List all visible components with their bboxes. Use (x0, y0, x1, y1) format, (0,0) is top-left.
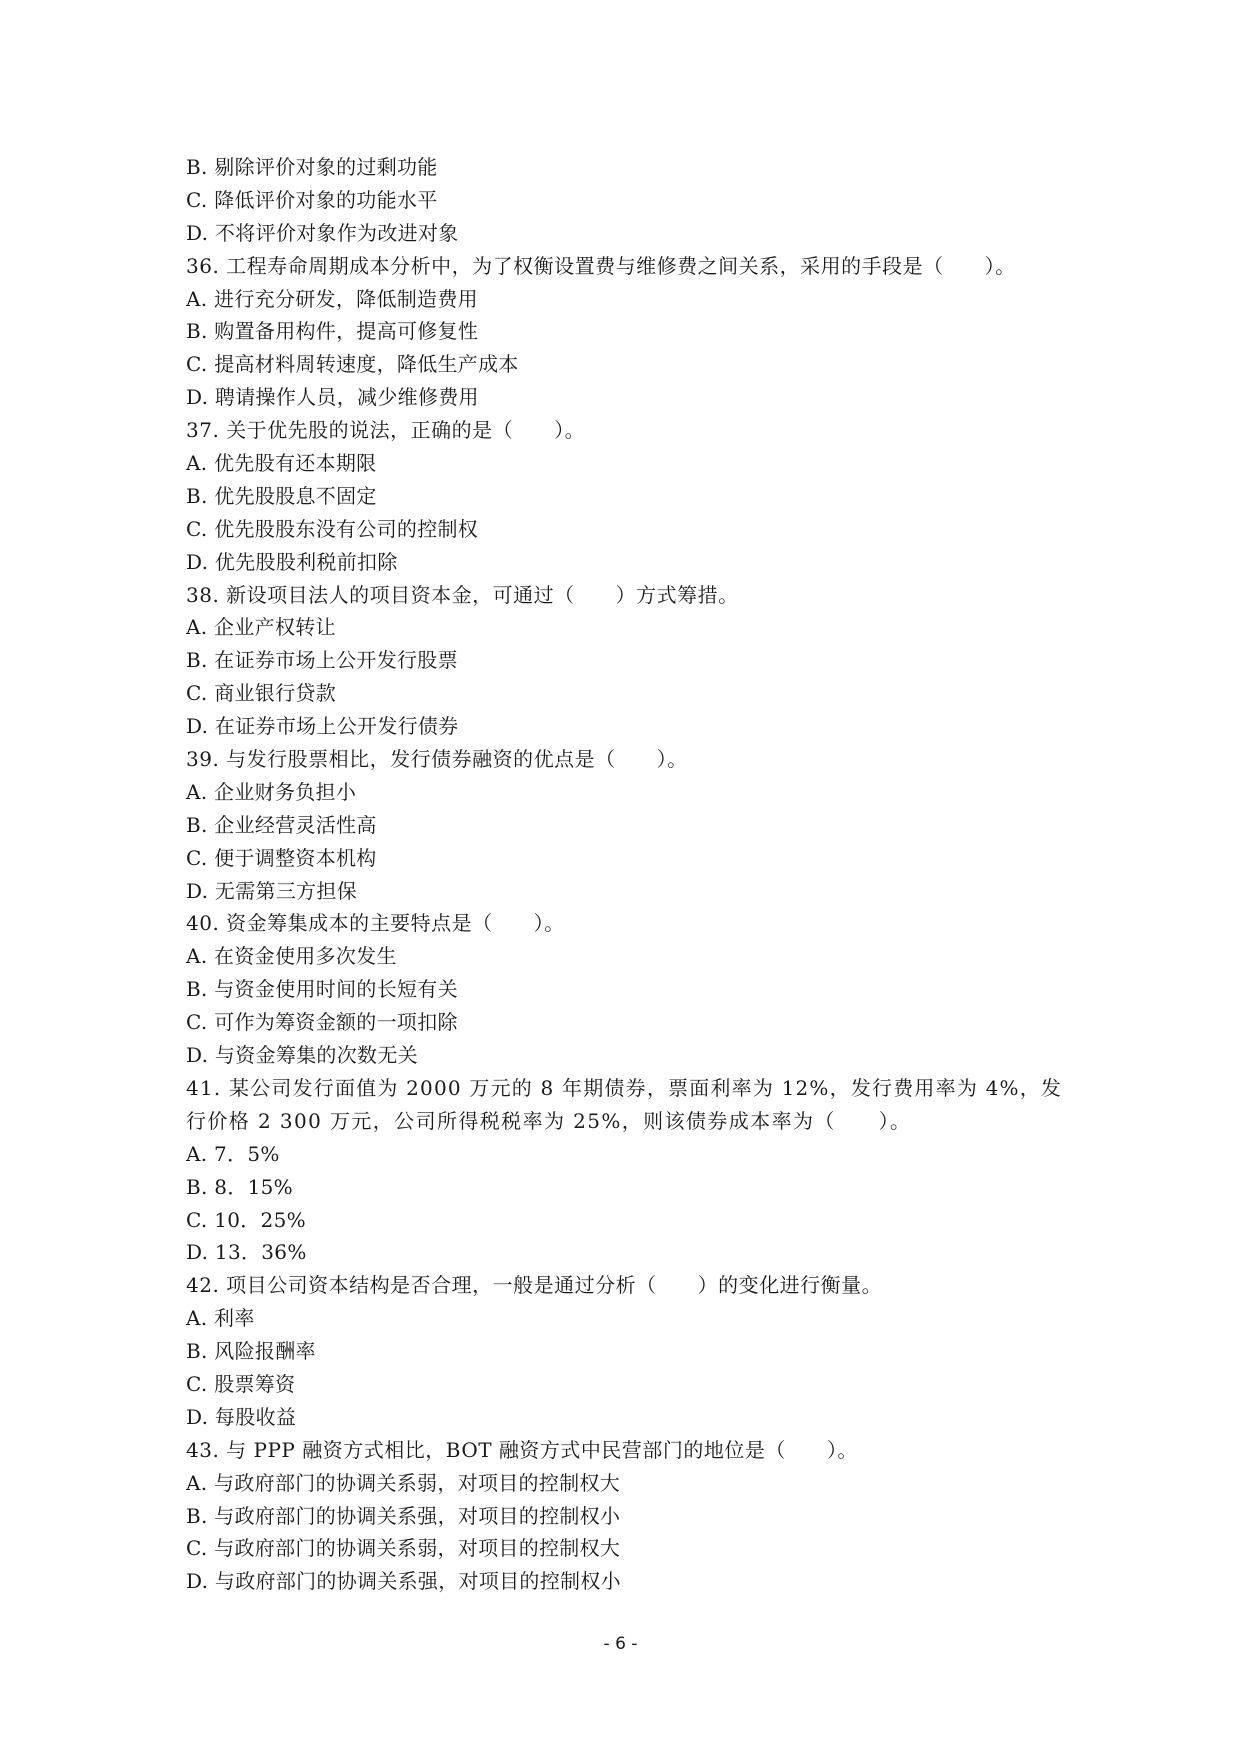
option-line: A. 利率 (186, 1306, 255, 1331)
option-line: B. 剔除评价对象的过剩功能 (186, 155, 438, 179)
option-line: C. 降低评价对象的功能水平 (186, 187, 438, 212)
option-line: B. 优先股股息不固定 (186, 483, 377, 508)
question-stem: 41. 某公司发行面值为 2000 万元的 8 年期债券，票面利率为 12%，发行费用率为 4%，发 (186, 1075, 1063, 1100)
question-stem-continuation: 行价格 2 300 万元，公司所得税税率为 25%，则该债券成本率为（ ）。 (186, 1108, 912, 1133)
option-line: D. 不将评价对象作为改进对象 (186, 220, 459, 245)
option-line: A. 企业产权转让 (186, 615, 336, 640)
option-line: B. 购置备用构件，提高可修复性 (186, 319, 479, 344)
option-line: C. 提高材料周转速度，降低生产成本 (186, 352, 519, 377)
question-stem: 36. 工程寿命周期成本分析中，为了权衡设置费与维修费之间关系，采用的手段是（ ）。 (186, 253, 1016, 278)
option-line: B. 在证券市场上公开发行股票 (186, 648, 458, 673)
page-number: - 6 - (603, 1634, 638, 1654)
option-line: D. 13．36% (186, 1240, 307, 1265)
option-line: A. 与政府部门的协调关系弱，对项目的控制权大 (186, 1470, 621, 1495)
option-line: D. 优先股股利税前扣除 (186, 549, 398, 574)
option-line: A. 进行充分研发，降低制造费用 (186, 286, 478, 311)
option-line: D. 聘请操作人员，减少维修费用 (186, 385, 479, 410)
option-line: C. 优先股股东没有公司的控制权 (186, 516, 479, 541)
question-stem: 40. 资金筹集成本的主要特点是（ ）。 (186, 911, 565, 936)
question-stem: 39. 与发行股票相比，发行债券融资的优点是（ ）。 (186, 747, 688, 772)
option-line: A. 优先股有还本期限 (186, 451, 377, 476)
option-line: D. 与政府部门的协调关系强，对项目的控制权小 (186, 1569, 621, 1594)
question-stem: 38. 新设项目法人的项目资本金，可通过（ ）方式筹措。 (186, 582, 739, 607)
option-line: A. 企业财务负担小 (186, 779, 357, 804)
option-line: D. 与资金筹集的次数无关 (186, 1043, 418, 1068)
option-line: D. 每股收益 (186, 1404, 297, 1429)
option-line: A. 在资金使用多次发生 (186, 944, 397, 969)
option-line: B. 8．15% (186, 1174, 293, 1199)
option-line: C. 可作为筹资金额的一项扣除 (186, 1010, 458, 1035)
question-stem: 42. 项目公司资本结构是否合理，一般是通过分析（ ）的变化进行衡量。 (186, 1273, 883, 1298)
option-line: B. 与资金使用时间的长短有关 (186, 977, 458, 1002)
question-list (186, 151, 1086, 1598)
question-stem: 43. 与 PPP 融资方式相比，BOT 融资方式中民营部门的地位是（ ）。 (186, 1437, 858, 1462)
option-line: C. 与政府部门的协调关系弱，对项目的控制权大 (186, 1536, 621, 1561)
question-stem: 37. 关于优先股的说法，正确的是（ ）。 (186, 418, 586, 443)
option-line: B. 与政府部门的协调关系强，对项目的控制权小 (186, 1503, 621, 1528)
option-line: D. 无需第三方担保 (186, 878, 358, 903)
option-line: C. 商业银行贷款 (186, 681, 337, 706)
option-line: C. 10．25% (186, 1207, 306, 1232)
option-line: B. 风险报酬率 (186, 1339, 316, 1364)
option-line: B. 企业经营灵活性高 (186, 812, 377, 837)
option-line: C. 股票筹资 (186, 1371, 296, 1396)
option-line: A. 7．5% (186, 1141, 280, 1166)
option-line: C. 便于调整资本机构 (186, 845, 377, 870)
option-line: D. 在证券市场上公开发行债券 (186, 714, 459, 739)
